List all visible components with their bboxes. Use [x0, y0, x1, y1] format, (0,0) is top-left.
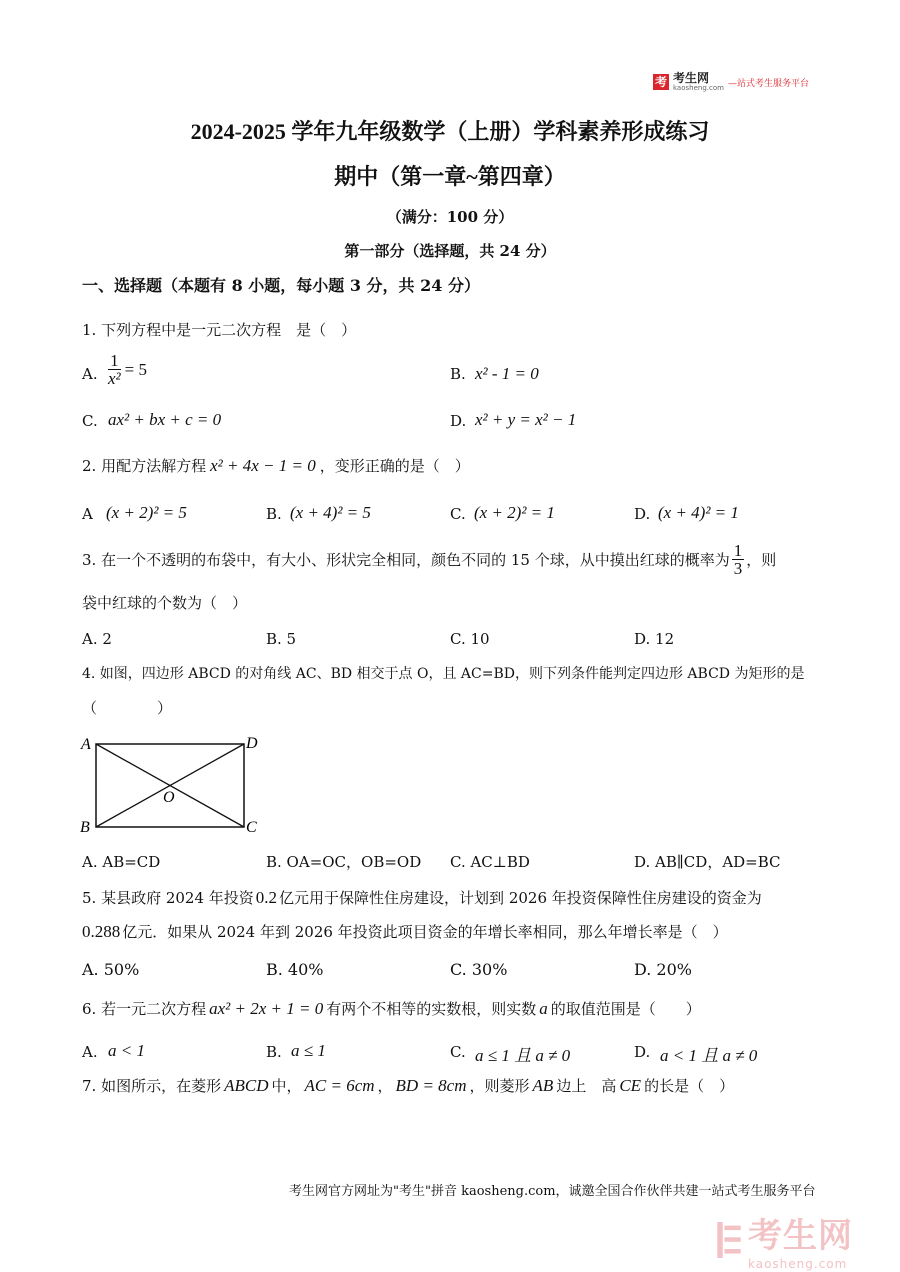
q2-stem-text: 2. 用配方法解方程	[82, 457, 207, 475]
full-score: （满分：100 分）	[386, 208, 514, 226]
kaosheng-watermark-icon	[716, 1222, 742, 1258]
q6-stem-text: 6. 若一元二次方程	[82, 1000, 207, 1018]
q6-stem-tail: 的取值范围是（ ）	[550, 1000, 701, 1018]
q6-option-a: a < 1	[108, 1041, 145, 1060]
q5-stem-line2	[82, 922, 728, 942]
q2-option-d-label: D.	[634, 505, 651, 523]
footer-text: 考生网官方网址为"考生"拼音 kaosheng.com，诚邀全国合作伙伴共建一站式考生服务平台	[289, 1184, 816, 1199]
q6-option-b: a ≤ 1	[291, 1041, 326, 1060]
q4-stem-line2: （ ）	[82, 699, 173, 717]
q3-stem-line2: 袋中红球的个数为（ ）	[82, 594, 248, 612]
q1-a-rest: = 5	[124, 359, 147, 379]
page-title: 2024-2025 学年九年级数学（上册）学科素养形成练习	[190, 119, 710, 144]
q2-stem-equation: x² + 4x − 1 = 0	[210, 456, 316, 475]
q6-option-c: a ≤ 1 且 a ≠ 0	[475, 1046, 571, 1065]
q6-option-d-label: D.	[634, 1043, 651, 1061]
watermark-name: 考生网	[748, 1216, 853, 1256]
q5-option-c: C. 30%	[450, 960, 508, 979]
q6-option-d: a < 1 且 a ≠ 0	[660, 1046, 758, 1065]
q4-stem: 4. 如图，四边形 ABCD 的对角线 AC、BD 相交于点 O，且 AC=BD，则下列条件能判定四边形 ABCD 为矩形的是	[82, 666, 805, 682]
q3-option-a: A. 2	[82, 630, 112, 648]
q1-option-d-label: D.	[450, 412, 467, 430]
section-one-heading: 一、选择题（本题有 8 小题，每小题 3 分，共 24 分）	[82, 276, 480, 295]
logo-domain: kaosheng.com	[673, 84, 724, 92]
q1-a-numerator: 1	[110, 351, 119, 370]
vertex-c-label: C	[246, 819, 257, 836]
q6-option-c-label: C.	[450, 1043, 466, 1061]
q2-stem	[82, 456, 470, 476]
q7-stem-tail: 的长是（ ）	[644, 1077, 735, 1095]
q6-stem	[82, 999, 701, 1019]
q7-rhombus-name: ABCD	[224, 1076, 269, 1095]
q2-option-b-label: B.	[266, 505, 282, 523]
q7-height-ce: CE	[619, 1076, 642, 1095]
q3-stem-tail: ，则	[746, 550, 777, 569]
q1-stem: 1. 下列方程中是一元二次方程 是（ ）	[82, 321, 357, 339]
q4-option-b: B. OA=OC，OB=OD	[266, 853, 422, 871]
q3-option-c: C. 10	[450, 630, 490, 648]
q3-stem-text: 3. 在一个不透明的布袋中，有大小、形状完全相同，颜色不同的 15 个球，从中摸出红球的概率为	[82, 550, 730, 569]
q2-option-d: (x + 4)² = 1	[658, 503, 739, 522]
logo-slogan: —站式考生服务平台	[727, 78, 809, 89]
q6-option-a-label: A.	[82, 1043, 98, 1061]
q1-option-b-label: B.	[450, 365, 466, 383]
q7-sep-1: 中，	[271, 1077, 302, 1095]
vertex-b-label: B	[80, 819, 90, 836]
q5-option-d: D. 20%	[634, 960, 692, 979]
q4-option-c: C. AC⊥BD	[450, 853, 530, 871]
q3-probability-fraction	[732, 542, 745, 577]
q1-option-a	[108, 352, 147, 387]
q3-stem	[82, 542, 776, 577]
q4-option-d: D. AB∥CD，AD=BC	[634, 853, 781, 871]
q2-stem-tail: ，变形正确的是（ ）	[319, 457, 470, 475]
q3-numerator: 1	[733, 541, 743, 560]
logo-name: 考生网	[673, 71, 710, 85]
q5-stem-tail: 亿元用于保障性住房建设，计划到 2026 年投资保障性住房建设的资金为	[279, 889, 762, 907]
q5-option-a: A. 50%	[82, 960, 140, 979]
part-one-heading: 第一部分（选择题，共 24 分）	[344, 242, 556, 260]
header-logo	[653, 72, 809, 92]
q7-stem-text: 7. 如图所示，在菱形	[82, 1077, 222, 1095]
q6-option-b-label: B.	[266, 1043, 282, 1061]
q4-rectangle-figure	[76, 732, 266, 837]
page-subtitle: 期中（第一章~第四章）	[334, 164, 566, 189]
center-o-label: O	[163, 789, 175, 806]
q2-option-c: (x + 2)² = 1	[474, 503, 555, 522]
q5-amount-2026: 0.288	[82, 922, 121, 941]
q7-sep-3: ，则菱形	[469, 1077, 530, 1095]
q5-stem-text: 5. 某县政府 2024 年投资	[82, 889, 254, 907]
q1-a-denominator: x²	[108, 369, 121, 388]
q6-stem-variable: a	[539, 999, 548, 1018]
q1-option-b: x² - 1 = 0	[475, 364, 539, 383]
q3-denominator: 3	[733, 559, 743, 578]
q4-option-a: A. AB=CD	[82, 853, 161, 871]
vertex-a-label: A	[81, 736, 91, 753]
q1-option-a-label: A.	[82, 365, 98, 383]
watermark-domain: kaosheng.com	[748, 1257, 848, 1271]
q2-option-a-label: A	[82, 505, 93, 523]
q7-bd-length: BD = 8cm	[395, 1076, 467, 1095]
q1-option-c-label: C.	[82, 412, 98, 430]
q5-stem	[82, 888, 762, 908]
q1-option-d: x² + y = x² − 1	[475, 410, 577, 429]
q2-option-b: (x + 4)² = 5	[290, 503, 371, 522]
q7-stem	[82, 1076, 734, 1096]
q6-stem-equation: ax² + 2x + 1 = 0	[209, 999, 324, 1018]
q6-stem-middle: 有两个不相等的实数根，则实数	[326, 1000, 537, 1018]
q2-option-a: (x + 2)² = 5	[106, 503, 187, 522]
q7-side-ab: AB	[532, 1076, 554, 1095]
kaosheng-logo-icon: 考	[654, 75, 667, 89]
vertex-d-label: D	[246, 735, 258, 752]
watermark-logo	[716, 1208, 853, 1271]
q3-option-d: D. 12	[634, 630, 675, 648]
q5-stem-line2-text: 亿元．如果从 2024 年到 2026 年投资此项目资金的年增长率相同，那么年增长率是（ ）	[122, 923, 728, 941]
q1-a-fraction	[108, 352, 121, 387]
q5-option-b: B. 40%	[266, 960, 324, 979]
q1-option-c: ax² + bx + c = 0	[108, 410, 222, 429]
q7-ac-length: AC = 6cm	[304, 1076, 375, 1095]
q7-sep-2: ，	[377, 1077, 393, 1095]
q7-sep-4: 边上 高	[556, 1077, 617, 1095]
q5-amount-2024: 0.2	[255, 888, 278, 907]
q3-option-b: B. 5	[266, 630, 297, 648]
q2-option-c-label: C.	[450, 505, 466, 523]
